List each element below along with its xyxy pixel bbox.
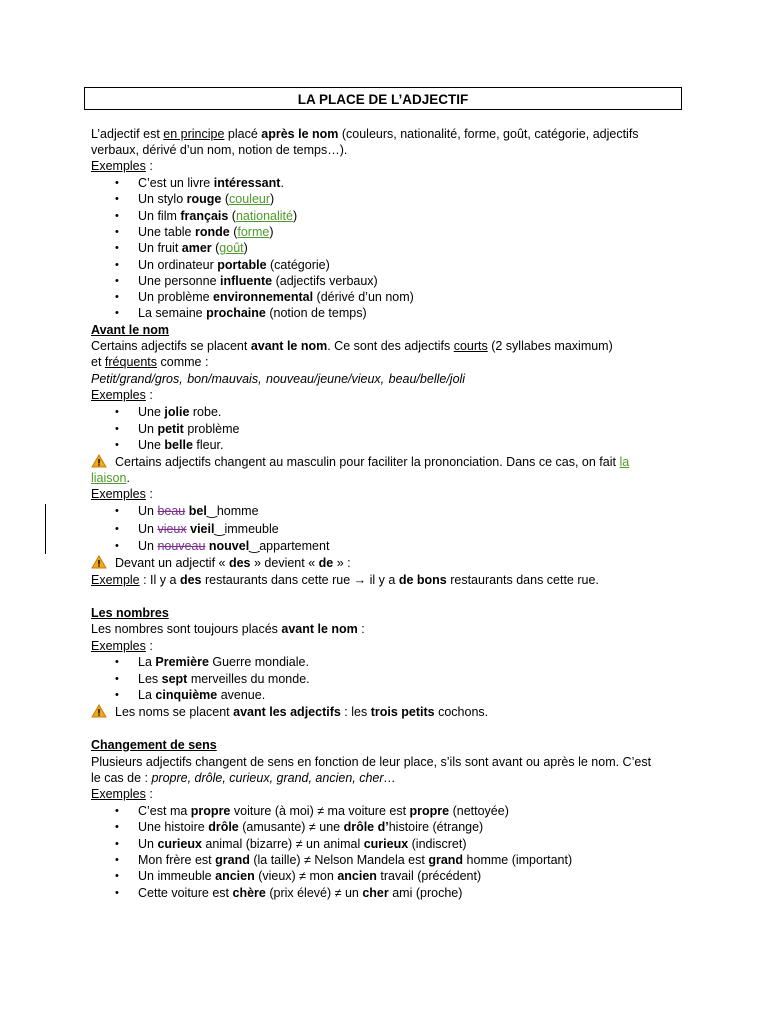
warning-des-de: Devant un adjectif « des » devient « de » :	[91, 555, 351, 573]
examples-label: Exemples :	[91, 159, 153, 173]
bullet-marker: •	[115, 193, 119, 206]
bullet-marker: •	[115, 540, 119, 552]
list-item: Cette voiture est chère (prix élevé) ≠ un cher ami (proche)	[138, 885, 463, 900]
examples-label: Exemples :	[91, 388, 153, 402]
list-item: Un nouveau nouvel‿appartement	[138, 539, 330, 553]
avant-line-1: Certains adjectifs se placent avant le nom. Ce sont des adjectifs courts (2 syllabes maximum)	[91, 339, 613, 353]
bullet-marker: •	[115, 821, 119, 834]
warning-nombres: Les noms se placent avant les adjectifs : les trois petits cochons.	[91, 704, 488, 722]
bullet-marker: •	[115, 870, 119, 883]
example-des-de: Exemple : Il y a des restaurants dans cette rue → il y a de bons restaurants dans cette rue.	[91, 573, 599, 587]
list-item: Un film français (nationalité)	[138, 208, 298, 223]
bullet-marker: •	[115, 837, 119, 850]
list-item: Une histoire drôle (amusante) ≠ une drôle d’histoire (étrange)	[138, 820, 484, 835]
bullet-marker: •	[115, 853, 119, 866]
examples-label: Exemples :	[91, 639, 153, 653]
list-item: Une jolie robe.	[138, 405, 222, 419]
avant-adjective-list: Petit/grand/gros, bon/mauvais, nouveau/jeune/vieux, beau/belle/joli	[91, 372, 466, 386]
list-item: Un curieux animal (bizarre) ≠ un animal curieux (indiscret)	[138, 836, 467, 851]
examples-label: Exemples :	[91, 487, 153, 501]
intro-line-2: verbaux, dérivé d’un nom, notion de temps…).	[91, 143, 348, 157]
list-item: C’est un livre intéressant.	[138, 176, 284, 190]
list-item: Un immeuble ancien (vieux) ≠ mon ancien travail (précédent)	[138, 869, 482, 884]
bullet-marker: •	[115, 439, 119, 451]
warning-liaison: Certains adjectifs changent au masculin pour faciliter la prononciation. Dans ce cas, on fait la	[91, 454, 629, 472]
list-item: Un vieux vieil‿immeuble	[138, 521, 279, 536]
bullet-marker: •	[115, 406, 119, 418]
bullet-marker: •	[115, 209, 119, 222]
list-item: Un fruit amer (goût)	[138, 241, 248, 256]
intro-line-1: L’adjectif est en principe placé après le nom (couleurs, nationalité, forme, goût, catégorie, adjectifs	[91, 127, 639, 141]
list-item: Un stylo rouge (couleur)	[138, 192, 275, 207]
bullet-marker: •	[115, 656, 119, 668]
warning-icon	[91, 704, 107, 722]
list-item: C’est ma propre voiture (à moi) ≠ ma voiture est propre (nettoyée)	[138, 804, 509, 818]
list-item: La Première Guerre mondiale.	[138, 655, 309, 669]
bullet-marker: •	[115, 225, 119, 238]
nombres-line-1: Les nombres sont toujours placés avant le nom :	[91, 622, 365, 636]
list-item: Un ordinateur portable (catégorie)	[138, 257, 330, 272]
margin-change-bar	[45, 504, 46, 554]
list-item: Une personne influente (adjectifs verbaux)	[138, 273, 378, 288]
list-item: Les sept merveilles du monde.	[138, 671, 310, 686]
bullet-marker: •	[115, 805, 119, 817]
list-item: Une belle fleur.	[138, 438, 224, 452]
list-item: Un beau bel‿homme	[138, 504, 259, 518]
sens-line-1: Plusieurs adjectifs changent de sens en fonction de leur place, s’ils sont avant ou après le nom. C’est	[91, 755, 652, 769]
bullet-marker: •	[115, 307, 119, 320]
list-item: Un problème environnemental (dérivé d’un nom)	[138, 290, 414, 305]
list-item: Mon frère est grand (la taille) ≠ Nelson Mandela est grand homme (important)	[138, 852, 573, 867]
bullet-marker: •	[115, 242, 119, 255]
bullet-marker: •	[115, 291, 119, 304]
warning-icon	[91, 555, 107, 573]
avant-line-2: et fréquents comme :	[91, 355, 209, 369]
bullet-marker: •	[115, 522, 119, 535]
section-heading-nombres: Les nombres	[91, 606, 169, 620]
bullet-marker: •	[115, 422, 119, 435]
bullet-marker: •	[115, 689, 119, 701]
bullet-marker: •	[115, 672, 119, 685]
bullet-marker: •	[115, 177, 119, 189]
bullet-marker: •	[115, 505, 119, 517]
list-item: Une table ronde (forme)	[138, 224, 274, 239]
bullet-marker: •	[115, 886, 119, 899]
sens-line-2: le cas de : propre, drôle, curieux, grand, ancien, cher…	[91, 771, 397, 785]
bullet-marker: •	[115, 274, 119, 287]
list-item: La cinquième avenue.	[138, 688, 266, 702]
section-heading-avant: Avant le nom	[91, 323, 170, 337]
examples-label: Exemples :	[91, 787, 153, 801]
warning-liaison-cont: liaison.	[91, 471, 130, 485]
section-heading-sens: Changement de sens	[91, 738, 217, 752]
list-item: Un petit problème	[138, 421, 240, 436]
list-item: La semaine prochaine (notion de temps)	[138, 306, 367, 321]
bullet-marker: •	[115, 258, 119, 271]
page-title: LA PLACE DE L’ADJECTIF	[84, 87, 682, 110]
